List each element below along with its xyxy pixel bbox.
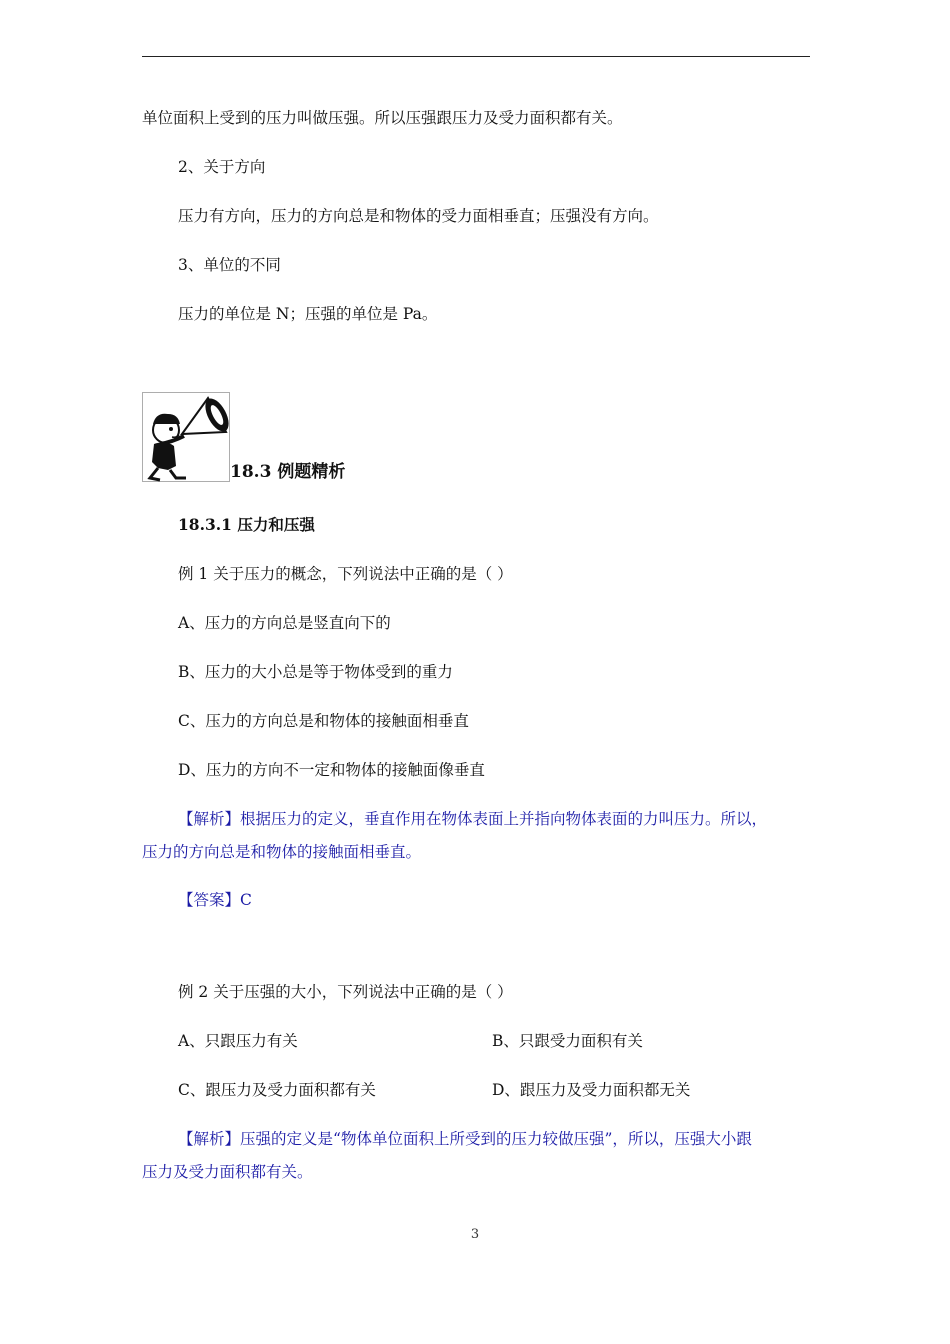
example2-option-a: A、只跟压力有关: [178, 1032, 298, 1050]
header-rule: [142, 56, 810, 57]
analysis-text: 压强的定义是“物体单位面积上所受到的压力较做压强”，所以，压强大小跟: [240, 1130, 752, 1148]
item-text: 压力的单位是 N；压强的单位是 Pa。: [178, 305, 438, 323]
example1-analysis-line1: [178, 809, 767, 829]
item-text: 压力有方向，压力的方向总是和物体的受力面相垂直；压强没有方向。: [178, 207, 659, 225]
analysis-tag: 【解析】: [178, 1130, 241, 1148]
example2-question: 例 2 关于压强的大小，下列说法中正确的是（ ）: [178, 983, 513, 1001]
subsection-heading: 18.3.1 压力和压强: [178, 515, 315, 534]
page-number: 3: [470, 1227, 480, 1242]
example1-question: 例 1 关于压力的概念，下列说法中正确的是（ ）: [178, 565, 513, 583]
section-heading: 18.3 例题精析: [230, 462, 346, 482]
item-title: 2、关于方向: [178, 158, 266, 176]
example2-analysis-line2: 压力及受力面积都有关。: [142, 1163, 313, 1181]
example1-answer: [178, 890, 252, 910]
example2-option-b: B、只跟受力面积有关: [492, 1032, 643, 1050]
example1-option-a: A、压力的方向总是竖直向下的: [178, 614, 391, 632]
paragraph-line: 单位面积上受到的压力叫做压强。所以压强跟压力及受力面积都有关。: [142, 109, 623, 127]
item-title: 3、单位的不同: [178, 256, 281, 274]
answer-value: C: [240, 891, 252, 909]
example2-analysis-line1: [178, 1129, 752, 1149]
analysis-tag: 【解析】: [178, 810, 241, 828]
example1-option-d: D、压力的方向不一定和物体的接触面像垂直: [178, 761, 485, 779]
example1-option-b: B、压力的大小总是等于物体受到的重力: [178, 663, 453, 681]
analysis-text: 根据压力的定义，垂直作用在物体表面上并指向物体表面的力叫压力。所以，: [240, 810, 768, 828]
example1-analysis-line2: 压力的方向总是和物体的接触面相垂直。: [142, 843, 422, 861]
example1-option-c: C、压力的方向总是和物体的接触面相垂直: [178, 712, 469, 730]
example2-option-d: D、跟压力及受力面积都无关: [492, 1081, 691, 1099]
example2-option-c: C、跟压力及受力面积都有关: [178, 1081, 376, 1099]
answer-tag: 【答案】: [178, 891, 241, 909]
megaphone-person-icon: [142, 392, 230, 482]
